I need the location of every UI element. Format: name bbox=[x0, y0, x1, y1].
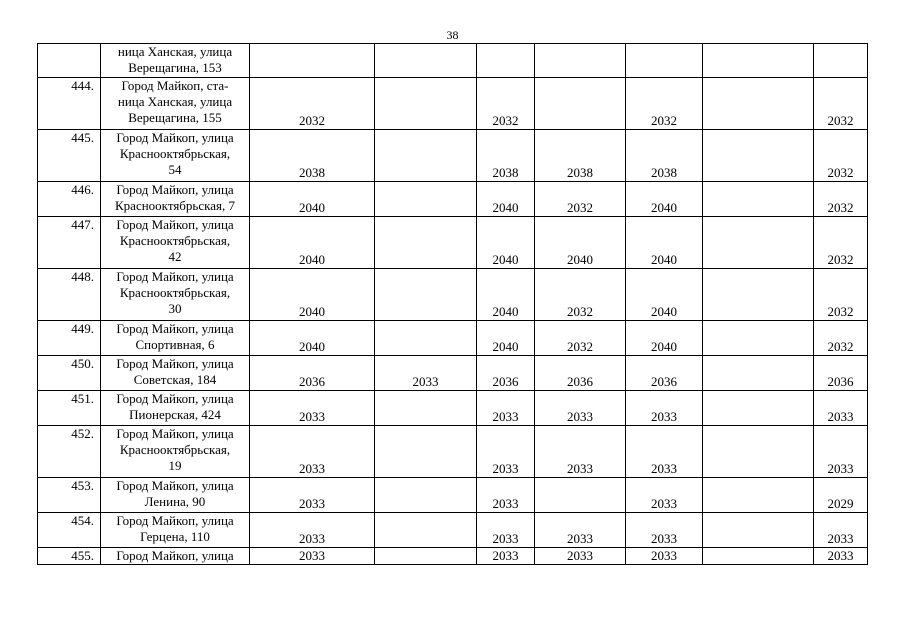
year-cell bbox=[703, 78, 814, 130]
year-cell bbox=[703, 391, 814, 426]
year-cell: 2032 bbox=[814, 321, 868, 356]
address-cell: Город Майкоп, ста- ница Ханская, улица Верещагина, 155 bbox=[101, 78, 250, 130]
year-cell: 2033 bbox=[250, 548, 375, 565]
year-cell: 2036 bbox=[250, 356, 375, 391]
year-cell: 2032 bbox=[814, 269, 868, 321]
year-cell bbox=[375, 44, 477, 78]
year-cell: 2032 bbox=[535, 269, 626, 321]
year-cell bbox=[375, 217, 477, 269]
year-cell: 2032 bbox=[814, 182, 868, 217]
year-cell: 2038 bbox=[626, 130, 703, 182]
row-number: 450. bbox=[38, 356, 101, 391]
year-cell: 2040 bbox=[250, 217, 375, 269]
year-cell: 2029 bbox=[814, 478, 868, 513]
year-cell bbox=[703, 269, 814, 321]
year-cell: 2040 bbox=[626, 182, 703, 217]
year-cell: 2033 bbox=[250, 391, 375, 426]
year-cell bbox=[703, 548, 814, 565]
year-cell: 2040 bbox=[626, 217, 703, 269]
year-cell bbox=[375, 513, 477, 548]
year-cell: 2033 bbox=[535, 548, 626, 565]
year-cell bbox=[703, 513, 814, 548]
table-row bbox=[38, 478, 868, 513]
year-cell: 2036 bbox=[814, 356, 868, 391]
table-row bbox=[38, 513, 868, 548]
year-cell: 2033 bbox=[814, 426, 868, 478]
year-cell: 2033 bbox=[814, 391, 868, 426]
year-cell: 2040 bbox=[477, 321, 535, 356]
row-number: 445. bbox=[38, 130, 101, 182]
row-number: 455. bbox=[38, 548, 101, 565]
year-cell bbox=[703, 356, 814, 391]
year-cell: 2033 bbox=[477, 513, 535, 548]
year-cell: 2033 bbox=[535, 513, 626, 548]
year-cell: 2040 bbox=[250, 269, 375, 321]
row-number: 452. bbox=[38, 426, 101, 478]
table-row bbox=[38, 269, 868, 321]
year-cell bbox=[477, 44, 535, 78]
year-cell: 2033 bbox=[250, 478, 375, 513]
year-cell: 2033 bbox=[375, 356, 477, 391]
year-cell bbox=[703, 426, 814, 478]
year-cell bbox=[535, 478, 626, 513]
year-cell: 2032 bbox=[814, 217, 868, 269]
page-number: 38 bbox=[446, 28, 459, 42]
year-cell: 2036 bbox=[477, 356, 535, 391]
table-row bbox=[38, 182, 868, 217]
row-number: 447. bbox=[38, 217, 101, 269]
year-cell: 2033 bbox=[626, 391, 703, 426]
year-cell bbox=[375, 78, 477, 130]
year-cell: 2033 bbox=[626, 426, 703, 478]
year-cell bbox=[250, 44, 375, 78]
address-cell: Город Майкоп, улица Пионерская, 424 bbox=[101, 391, 250, 426]
row-number: 444. bbox=[38, 78, 101, 130]
year-cell: 2033 bbox=[535, 426, 626, 478]
year-cell: 2036 bbox=[535, 356, 626, 391]
year-cell bbox=[703, 44, 814, 78]
year-cell: 2038 bbox=[250, 130, 375, 182]
year-cell: 2040 bbox=[477, 269, 535, 321]
year-cell: 2038 bbox=[535, 130, 626, 182]
year-cell: 2033 bbox=[814, 513, 868, 548]
year-cell bbox=[375, 391, 477, 426]
row-number: 449. bbox=[38, 321, 101, 356]
table-row bbox=[38, 217, 868, 269]
address-cell: Город Майкоп, улица Ленина, 90 bbox=[101, 478, 250, 513]
year-cell: 2040 bbox=[535, 217, 626, 269]
row-number: 454. bbox=[38, 513, 101, 548]
year-cell: 2033 bbox=[814, 548, 868, 565]
address-cell: Город Майкоп, улица Герцена, 110 bbox=[101, 513, 250, 548]
year-cell bbox=[535, 44, 626, 78]
year-cell: 2032 bbox=[626, 78, 703, 130]
year-cell: 2040 bbox=[626, 269, 703, 321]
year-cell: 2033 bbox=[626, 548, 703, 565]
year-cell: 2032 bbox=[814, 78, 868, 130]
row-number: 453. bbox=[38, 478, 101, 513]
year-cell: 2032 bbox=[477, 78, 535, 130]
year-cell: 2033 bbox=[626, 478, 703, 513]
year-cell: 2032 bbox=[814, 130, 868, 182]
year-cell bbox=[814, 44, 868, 78]
address-cell: Город Майкоп, улица bbox=[101, 548, 250, 565]
year-cell: 2032 bbox=[250, 78, 375, 130]
year-cell bbox=[703, 217, 814, 269]
data-table bbox=[37, 43, 868, 565]
row-number: 446. bbox=[38, 182, 101, 217]
year-cell: 2040 bbox=[477, 182, 535, 217]
table-row bbox=[38, 78, 868, 130]
table-row bbox=[38, 321, 868, 356]
address-cell: Город Майкоп, улица Краснооктябрьская, 19 bbox=[101, 426, 250, 478]
year-cell bbox=[375, 548, 477, 565]
year-cell: 2033 bbox=[626, 513, 703, 548]
year-cell: 2040 bbox=[250, 321, 375, 356]
year-cell bbox=[375, 269, 477, 321]
table-row bbox=[38, 426, 868, 478]
year-cell bbox=[535, 78, 626, 130]
year-cell bbox=[375, 478, 477, 513]
year-cell: 2038 bbox=[477, 130, 535, 182]
year-cell: 2033 bbox=[477, 426, 535, 478]
year-cell bbox=[626, 44, 703, 78]
table-row bbox=[38, 548, 868, 565]
row-number: 451. bbox=[38, 391, 101, 426]
year-cell bbox=[375, 426, 477, 478]
year-cell: 2036 bbox=[626, 356, 703, 391]
row-number bbox=[38, 44, 101, 78]
year-cell bbox=[375, 130, 477, 182]
year-cell bbox=[703, 182, 814, 217]
address-cell: ница Ханская, улица Верещагина, 153 bbox=[101, 44, 250, 78]
address-cell: Город Майкоп, улица Советская, 184 bbox=[101, 356, 250, 391]
table-row bbox=[38, 44, 868, 78]
year-cell: 2040 bbox=[626, 321, 703, 356]
address-cell: Город Майкоп, улица Краснооктябрьская, 42 bbox=[101, 217, 250, 269]
table-row bbox=[38, 130, 868, 182]
year-cell bbox=[703, 478, 814, 513]
year-cell: 2033 bbox=[477, 548, 535, 565]
year-cell: 2032 bbox=[535, 321, 626, 356]
address-cell: Город Майкоп, улица Краснооктябрьская, 7 bbox=[101, 182, 250, 217]
address-cell: Город Майкоп, улица Краснооктябрьская, 54 bbox=[101, 130, 250, 182]
address-cell: Город Майкоп, улица Краснооктябрьская, 30 bbox=[101, 269, 250, 321]
year-cell: 2033 bbox=[477, 478, 535, 513]
year-cell bbox=[375, 321, 477, 356]
year-cell: 2040 bbox=[477, 217, 535, 269]
year-cell: 2033 bbox=[535, 391, 626, 426]
year-cell: 2033 bbox=[250, 513, 375, 548]
year-cell bbox=[703, 130, 814, 182]
table-row bbox=[38, 356, 868, 391]
row-number: 448. bbox=[38, 269, 101, 321]
year-cell: 2033 bbox=[477, 391, 535, 426]
table-row bbox=[38, 391, 868, 426]
year-cell: 2033 bbox=[250, 426, 375, 478]
address-cell: Город Майкоп, улица Спортивная, 6 bbox=[101, 321, 250, 356]
year-cell bbox=[703, 321, 814, 356]
year-cell: 2032 bbox=[535, 182, 626, 217]
year-cell: 2040 bbox=[250, 182, 375, 217]
year-cell bbox=[375, 182, 477, 217]
